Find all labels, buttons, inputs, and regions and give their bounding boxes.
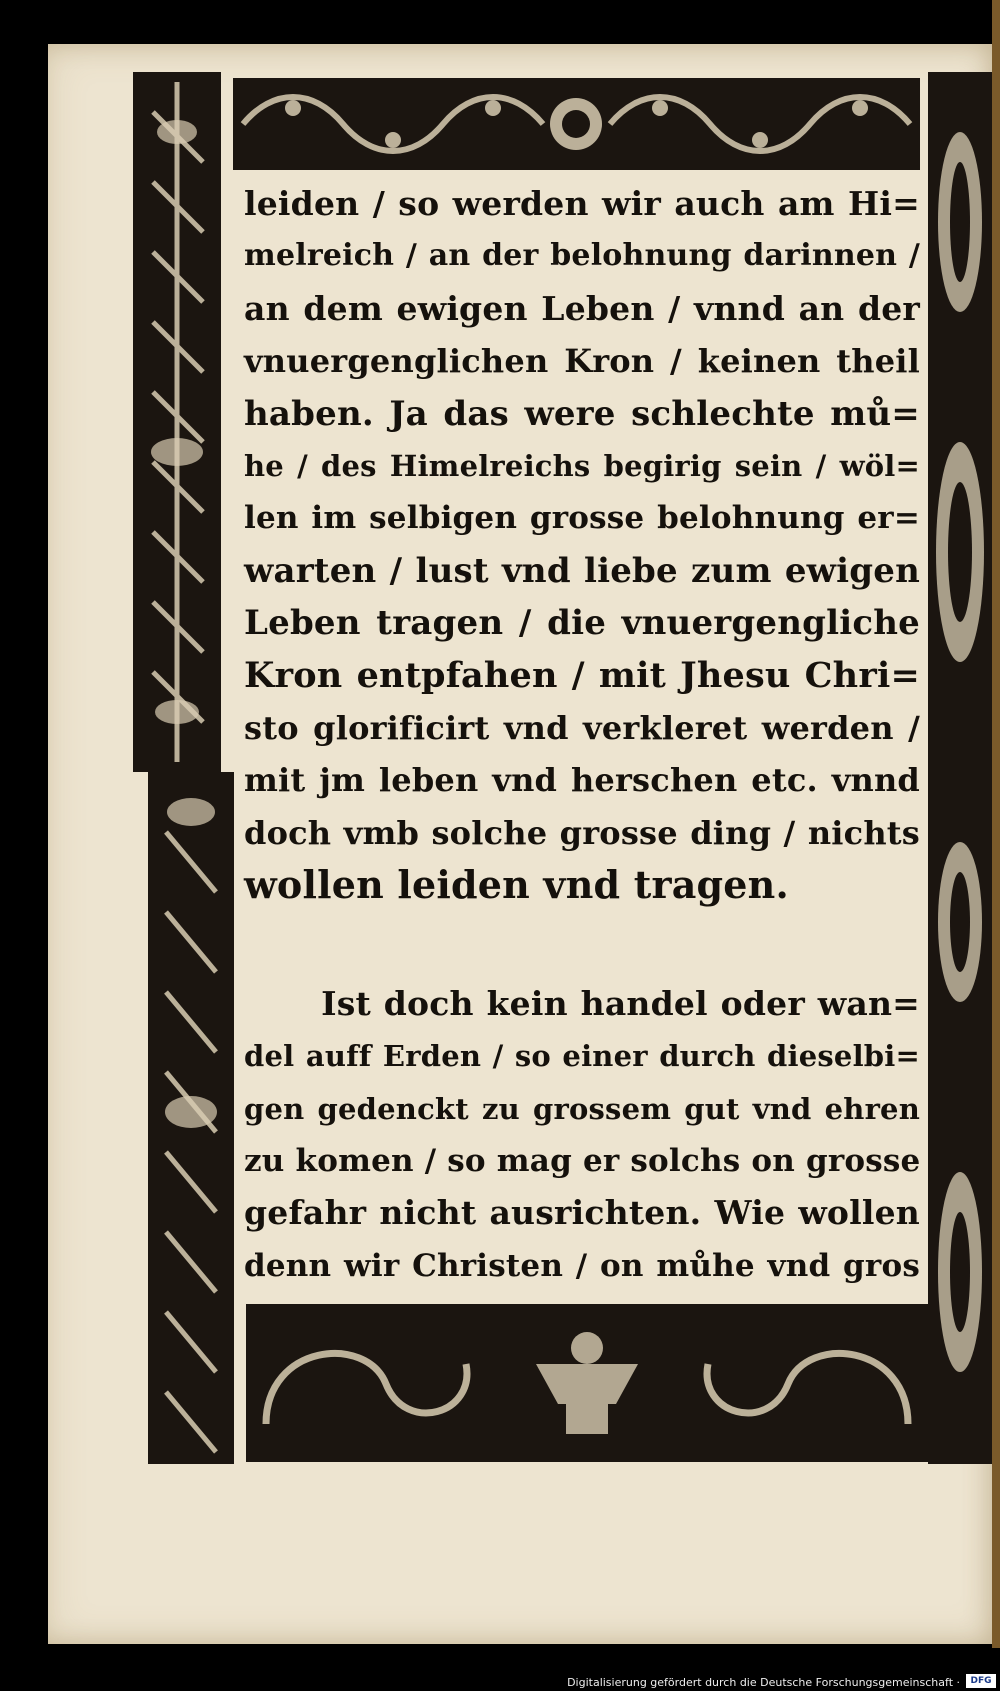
text-line: len im selbigen grosse belohnung er= — [244, 500, 920, 537]
text-line: Kron entpfahen / mit Jhesu Chri= — [244, 654, 920, 696]
text-line: he / des Himelreichs begirig sein / wöl= — [244, 449, 920, 484]
text-line: warten / lust vnd liebe zum ewigen — [244, 550, 920, 591]
text-line: denn wir Christen / on můhe vnd gros — [244, 1247, 920, 1284]
dfg-logo: DFG — [966, 1674, 996, 1688]
text-line: wollen leiden vnd tragen. — [244, 862, 789, 908]
text-line: Leben tragen / die vnuergengliche — [244, 603, 920, 644]
ornament-left-column-lower — [148, 772, 234, 1464]
digitization-credit: Digitalisierung gefördert durch die Deutsche Forschungsgemeinschaft · — [567, 1676, 960, 1689]
ornament-right-column — [928, 72, 992, 1464]
text-line: doch vmb solche grosse ding / nichts — [244, 813, 920, 852]
text-line: leiden / so werden wir auch am Hi= — [244, 184, 920, 223]
ornament-bottom-border — [246, 1304, 928, 1462]
text-line: an dem ewigen Leben / vnnd an der — [244, 288, 920, 328]
text-line: vnuergenglichen Kron / keinen theil — [244, 342, 920, 381]
text-line: gen gedenckt zu grossem gut vnd ehren — [244, 1091, 920, 1126]
text-line: zu komen / so mag er solchs on grosse — [244, 1142, 921, 1179]
text-line: Ist doch kein handel oder wan= — [244, 983, 920, 1023]
text-block — [244, 178, 920, 1292]
ornament-left-column-upper — [133, 72, 221, 772]
text-line: del auff Erden / so einer durch dieselbi= — [244, 1039, 920, 1074]
text-line: mit jm leben vnd herschen etc. vnnd — [244, 761, 920, 800]
text-line: melreich / an der belohnung darinnen / — [244, 238, 920, 274]
text-line: gefahr nicht ausrichten. Wie wollen — [244, 1193, 920, 1233]
ornament-top-border — [233, 78, 920, 170]
page-edge — [992, 0, 1000, 1691]
text-line: haben. Ja das were schlechte mů= — [244, 393, 920, 434]
text-line: sto glorificirt vnd verkleret werden / — [244, 709, 920, 748]
